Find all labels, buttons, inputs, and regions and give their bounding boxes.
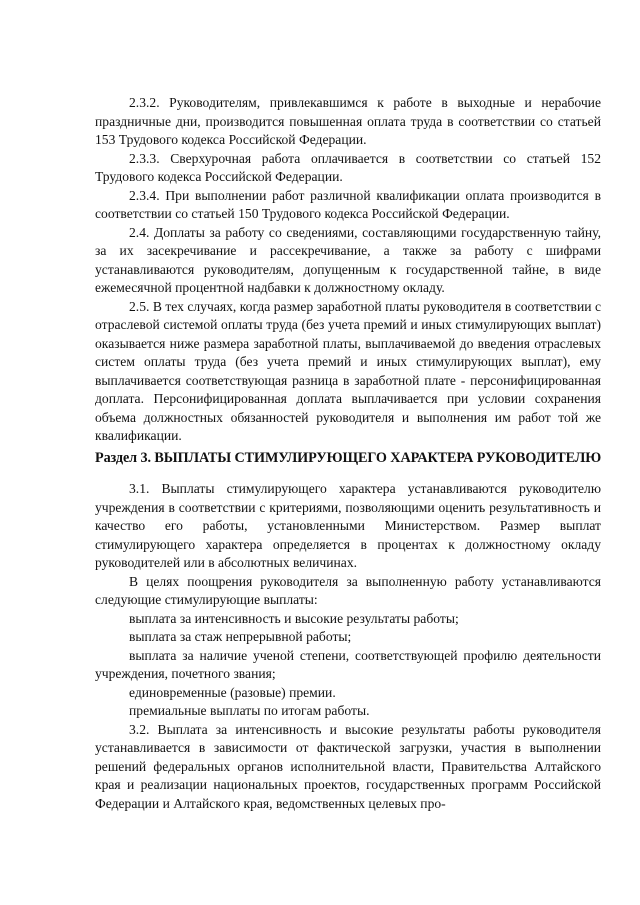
list-item: единовременные (разовые) премии. xyxy=(129,684,336,700)
paragraph-2-3-2: 2.3.2. Руководителям, привлекавшимся к работе в выходные и нерабочие праздничные дни, производится повышенная оплата труда в соответствии со статьей 153 Трудового кодекса Российской Федерации. xyxy=(95,95,601,147)
paragraph-3-2: 3.2. Выплата за интенсивность и высокие результаты работы руководителя устанавливается в зависимости от фактической загрузки, участия в выполнении решений федеральных органов исполнительной власти, Правительства Алтайского края и реализации национальных проектов, государственных программ Российской Федерации и Алтайского края, ведомственных целевых про- xyxy=(95,721,601,811)
list-item: выплата за наличие ученой степени, соответствующей профилю деятельности учреждения, почетного звания; xyxy=(95,647,601,681)
paragraph-2-3-3: 2.3.3. Сверхурочная работа оплачивается в соответствии со статьей 152 Трудового кодекса Российской Федерации. xyxy=(95,150,601,184)
section-2-continuation xyxy=(95,94,601,446)
paragraph-3-1: 3.1. Выплаты стимулирующего характера устанавливаются руководителю учреждения в соответствии с критериями, позволяющими оценить результативность и качество его работы, установленными Министерством. Размер выплат стимулирующего характера определяется в процентах к должностному окладу руководителей или в абсолютных величинах. xyxy=(95,481,601,570)
section-3-body xyxy=(95,480,601,813)
list-item: премиальные выплаты по итогам работы. xyxy=(129,703,370,718)
section-3-heading: Раздел 3. ВЫПЛАТЫ СТИМУЛИРУЮЩЕГО ХАРАКТЕРА РУКОВОДИТЕЛЮ xyxy=(95,450,602,466)
paragraph-2-4: 2.4. Доплаты за работу со сведениями, составляющими государственную тайну, за их засекречивание и рассекречивание, а также за работу с шифрами устанавливаются руководителям, допущенным к государственной тайне, в виде ежемесячной процентной надбавки к должностному окладу. xyxy=(95,224,601,295)
paragraph-2-5: 2.5. В тех случаях, когда размер заработной платы руководителя в соответствии с отраслевой системой оплаты труда (без учета премий и иных стимулирующих выплат) оказывается ниже размера заработной платы, выплачиваемой до введения отраслевых систем оплаты труда (без учета премий и иных стимулирующих выплат), ему выплачивается соответствующая разница в заработной плате - персонифицированная доплата. Персонифицированная доплата выплачивается при условии сохранения объема должностных обязанностей руководителя и выполнения им работ той же квалификации. xyxy=(95,298,601,443)
list-item: выплата за интенсивность и высокие результаты работы; xyxy=(129,610,459,626)
list-item: выплата за стаж непрерывной работы; xyxy=(129,629,352,644)
paragraph-incentives-intro: В целях поощрения руководителя за выполненную работу устанавливаются следующие стимулирующие выплаты: xyxy=(95,573,601,607)
paragraph-2-3-4: 2.3.4. При выполнении работ различной квалификации оплата производится в соответствии со статьей 150 Трудового кодекса Российской Федерации. xyxy=(95,187,601,221)
